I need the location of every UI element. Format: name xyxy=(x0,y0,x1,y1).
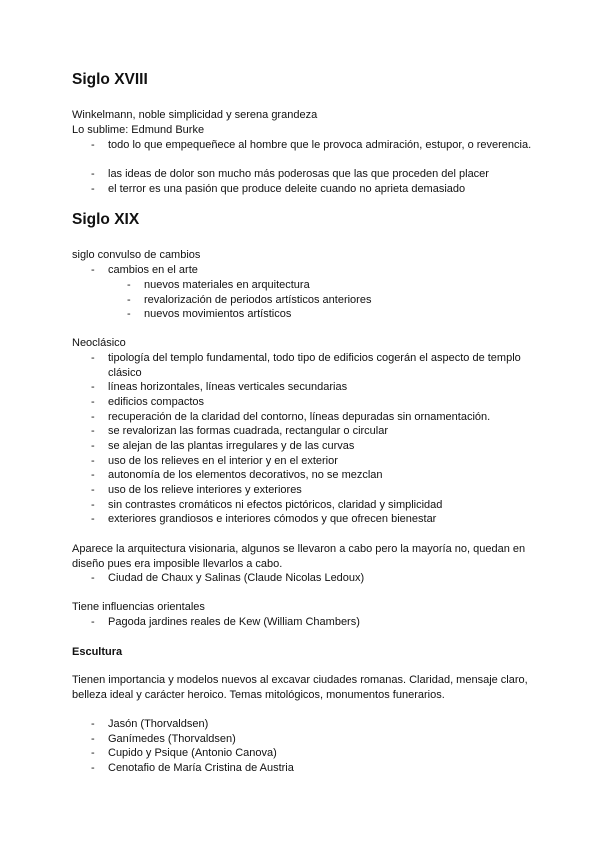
list-bullet: - xyxy=(91,747,95,759)
winckelmann-line: Winkelmann, noble simplicidad y serena grandeza xyxy=(72,109,318,121)
list-item: tipología del templo fundamental, todo tipo de edificios cogerán el aspecto de templo clásico xyxy=(108,352,521,379)
list-item: Ciudad de Chaux y Salinas (Claude Nicolas Ledoux) xyxy=(108,572,365,584)
list-bullet: - xyxy=(91,139,95,151)
list-item: Jasón (Thorvaldsen) xyxy=(108,718,209,730)
list-bullet: - xyxy=(91,616,95,628)
sublist-item: nuevos movimientos artísticos xyxy=(144,308,292,320)
list-bullet: - xyxy=(91,440,95,452)
list-bullet: - xyxy=(91,381,95,393)
list-bullet: - xyxy=(91,762,95,774)
list-item: las ideas de dolor son mucho más poderosas que las que proceden del placer xyxy=(108,168,489,180)
list-item: se alejan de las plantas irregulares y de las curvas xyxy=(108,440,355,452)
list-bullet: - xyxy=(91,264,95,276)
intro-line: siglo convulso de cambios xyxy=(72,249,201,261)
list-item: todo lo que empequeñece al hombre que le provoca admiración, estupor, o reverencia. xyxy=(108,139,532,151)
list-item: uso de los relieve interiores y exteriores xyxy=(108,484,302,496)
list-item: Ganímedes (Thorvaldsen) xyxy=(108,733,236,745)
list-item: sin contrastes cromáticos ni efectos pictóricos, claridad y simplicidad xyxy=(108,499,443,511)
list-bullet: - xyxy=(91,425,95,437)
sublist-bullet: - xyxy=(127,279,131,291)
sublist-bullet: - xyxy=(127,308,131,320)
sublist-item: nuevos materiales en arquitectura xyxy=(144,279,310,291)
list-item: líneas horizontales, líneas verticales secundarias xyxy=(108,381,348,393)
sublime-line: Lo sublime: Edmund Burke xyxy=(72,124,205,136)
list-item: cambios en el arte xyxy=(108,264,198,276)
sublist-bullet: - xyxy=(127,294,131,306)
list-item: recuperación de la claridad del contorno, líneas depuradas sin ornamentación. xyxy=(108,411,491,423)
visionaria-paragraph: Aparece la arquitectura visionaria, algunos se llevaron a cabo pero la mayoría no, quedan en diseño pues era imposible llevarlos a cabo. xyxy=(72,543,526,570)
list-item: el terror es una pasión que produce deleite cuando no aprieta demasiado xyxy=(108,183,466,195)
list-bullet: - xyxy=(91,484,95,496)
list-item: exteriores grandiosos e interiores cómodos y que ofrecen bienestar xyxy=(108,513,437,525)
sublist-item: revalorización de periodos artísticos anteriores xyxy=(144,294,372,306)
oriental-line: Tiene influencias orientales xyxy=(72,601,205,613)
list-bullet: - xyxy=(91,469,95,481)
list-bullet: - xyxy=(91,455,95,467)
list-bullet: - xyxy=(91,733,95,745)
escultura-paragraph: Tienen importancia y modelos nuevos al excavar ciudades romanas. Claridad, mensaje claro, belleza ideal y carácter heroico. Temas mitológicos, monumentos funerarios. xyxy=(72,674,528,701)
list-bullet: - xyxy=(91,352,95,364)
heading-siglo-xviii: Siglo XVIII xyxy=(72,71,148,88)
list-bullet: - xyxy=(91,572,95,584)
neoclasico-label: Neoclásico xyxy=(72,337,126,349)
list-bullet: - xyxy=(91,183,95,195)
list-bullet: - xyxy=(91,396,95,408)
heading-siglo-xix: Siglo XIX xyxy=(72,211,140,228)
list-bullet: - xyxy=(91,499,95,511)
list-item: autonomía de los elementos decorativos, no se mezclan xyxy=(108,469,383,481)
list-bullet: - xyxy=(91,513,95,525)
list-item: Cupido y Psique (Antonio Canova) xyxy=(108,747,277,759)
heading-escultura: Escultura xyxy=(72,646,123,658)
list-item: se revalorizan las formas cuadrada, rectangular o circular xyxy=(108,425,389,437)
list-bullet: - xyxy=(91,411,95,423)
list-bullet: - xyxy=(91,718,95,730)
list-item: uso de los relieves en el interior y en el exterior xyxy=(108,455,338,467)
list-bullet: - xyxy=(91,168,95,180)
list-item: edificios compactos xyxy=(108,396,204,408)
list-item: Cenotafio de María Cristina de Austria xyxy=(108,762,294,774)
list-item: Pagoda jardines reales de Kew (William Chambers) xyxy=(108,616,360,628)
